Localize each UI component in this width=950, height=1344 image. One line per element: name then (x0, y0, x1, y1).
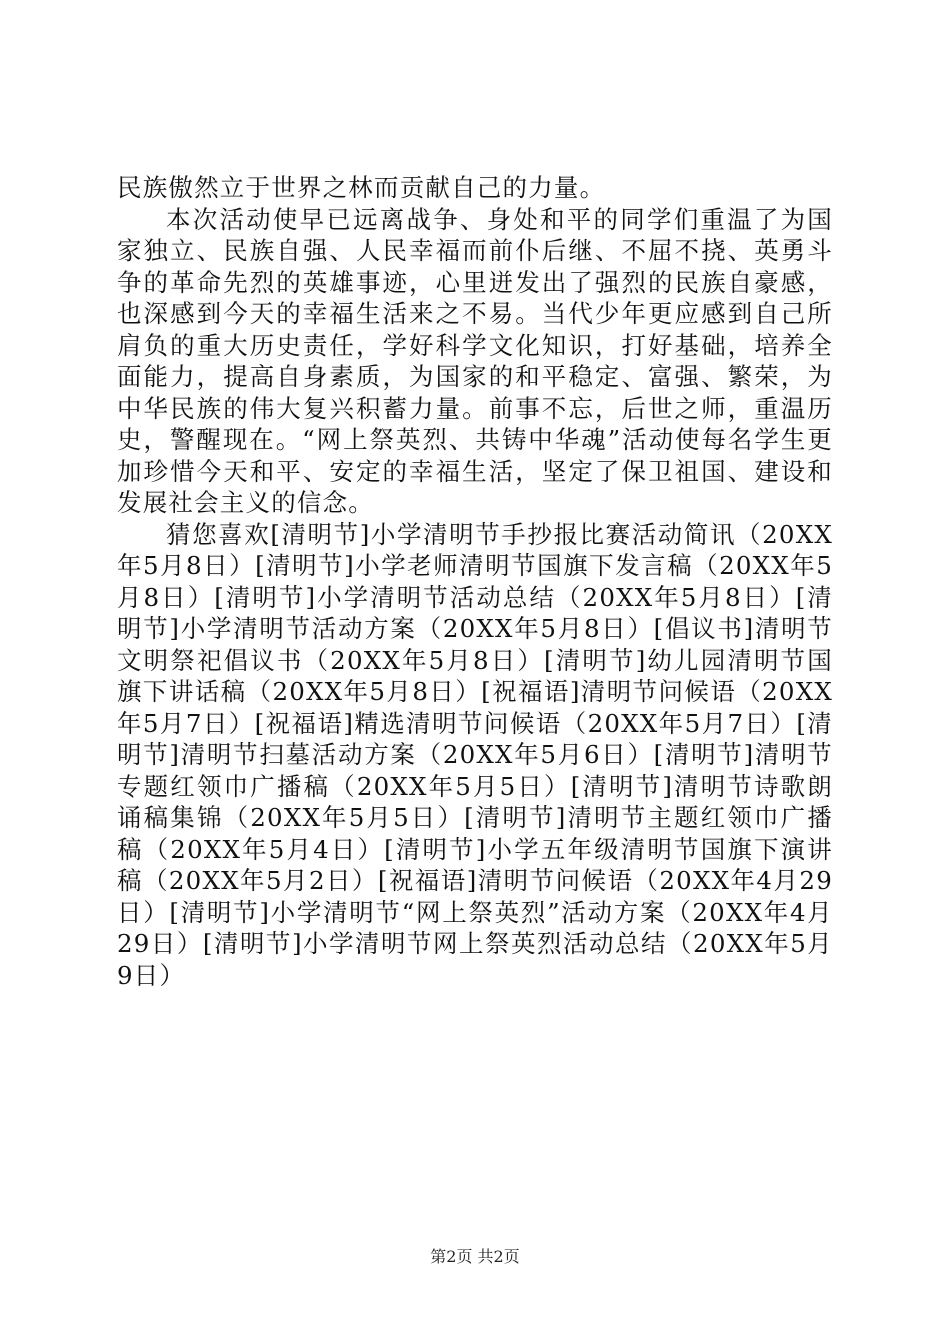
document-body (117, 172, 833, 991)
paragraph-continuation: 民族傲然立于世界之林而贡献自己的力量。 (117, 173, 606, 202)
paragraph-related-articles: 猜您喜欢[清明节]小学清明节手抄报比赛活动简讯（20XX年5月8日）[清明节]小学老师清明节国旗下发言稿（20XX年5月8日）[清明节]小学清明节活动总结（20XX年5月8日）[清明节]小学清明节活动方案（20XX年5月8日）[倡议书]清明节文明祭祀倡议书（20XX年5月8日）[清明节]幼儿园清明节国旗下讲话稿（20XX年5月8日）[祝福语]清明节问候语（20XX年5月7日）[祝福语]精选清明节问候语（20XX年5月7日）[清明节]清明节扫墓活动方案（20XX年5月6日）[清明节]清明节专题红领巾广播稿（20XX年5月5日）[清明节]清明节诗歌朗诵稿集锦（20XX年5月5日）[清明节]清明节主题红领巾广播稿（20XX年5月4日）[清明节]小学五年级清明节国旗下演讲稿（20XX年5月2日）[祝福语]清明节问候语（20XX年4月29日）[清明节]小学清明节“网上祭英烈”活动方案（20XX年4月29日）[清明节]小学清明节网上祭英烈活动总结（20XX年5月9日） (117, 519, 833, 990)
paragraph-activity-summary: 本次活动使早已远离战争、身处和平的同学们重温了为国家独立、民族自强、人民幸福而前仆后继、不屈不挠、英勇斗争的革命先烈的英雄事迹，心里迸发出了强烈的民族自豪感，也深感到今天的幸福生活来之不易。当代少年更应感到自己所肩负的重大历史责任，学好科学文化知识，打好基础，培养全面能力，提高自身素质，为国家的和平稳定、富强、繁荣，为中华民族的伟大复兴积蓄力量。前事不忘，后世之师，重温历史，警醒现在。“网上祭英烈、共铸中华魂”活动使每名学生更加珍惜今天和平、安定的幸福生活，坚定了保卫祖国、建设和发展社会主义的信念。 (117, 204, 833, 517)
page-footer: 第2页 共2页 (430, 1247, 520, 1266)
